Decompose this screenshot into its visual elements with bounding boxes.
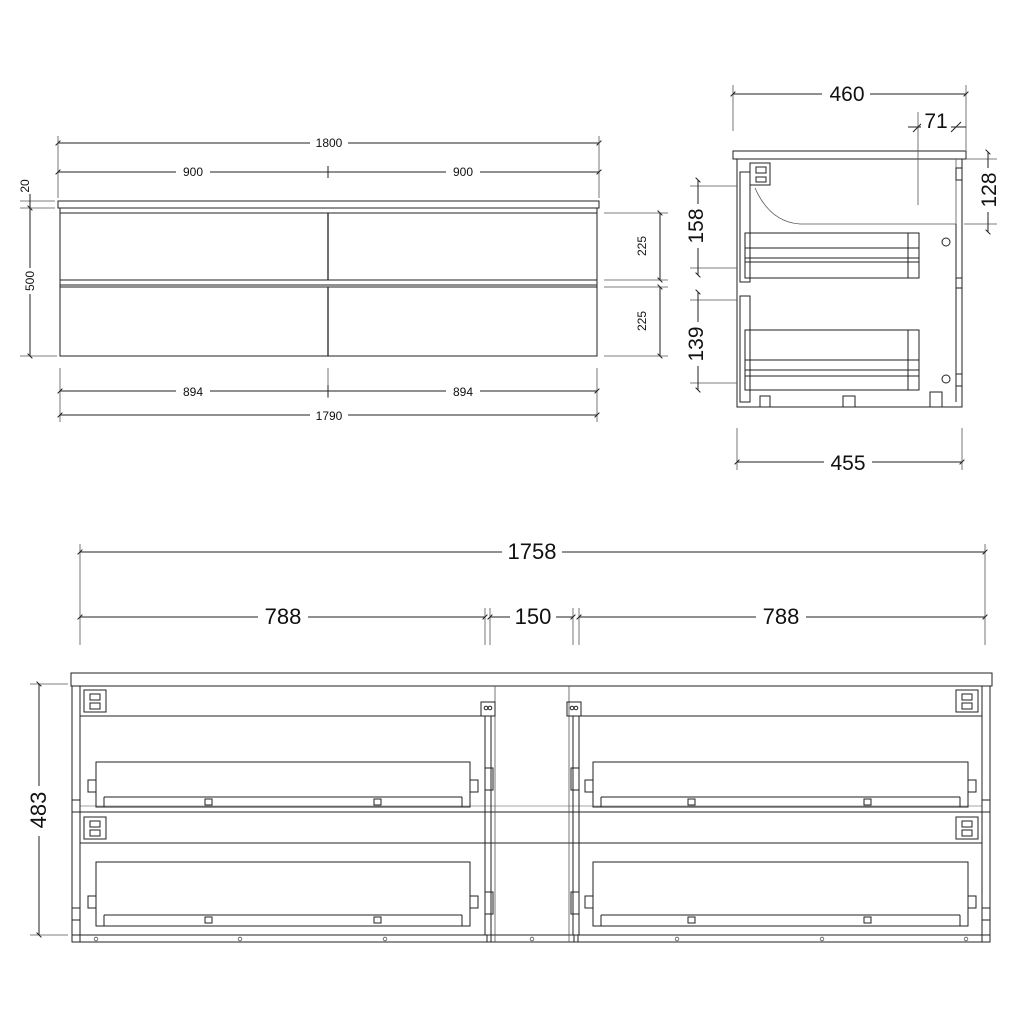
side-dim-lower-drawer: [685, 292, 737, 390]
internal-drawer-lower-right: [585, 862, 976, 926]
dim-788-right: 788: [762, 604, 800, 629]
dim-900-left: 900: [182, 165, 204, 179]
dim-483: 483: [26, 791, 51, 829]
dim-455: 455: [830, 452, 866, 475]
dim-1800: 1800: [315, 136, 343, 150]
internal-drawer-upper-right: [585, 762, 976, 807]
dim-1758: 1758: [507, 539, 557, 564]
internal-view: [26, 538, 992, 942]
side-view: [685, 80, 1001, 475]
internal-dim-height: [26, 684, 68, 935]
side-dim-upper-drawer: [685, 180, 737, 275]
side-lower-drawer: [745, 330, 919, 390]
front-cabinet: [58, 201, 599, 356]
internal-drawer-upper-left: [88, 762, 478, 807]
internal-brackets: [84, 690, 978, 839]
dim-20: 20: [18, 179, 32, 193]
dim-900-right: 900: [452, 165, 474, 179]
internal-drawer-lower-left: [88, 862, 478, 926]
dim-1790: 1790: [315, 409, 343, 423]
front-dim-height: [20, 208, 57, 356]
front-dim-top-thickness: [18, 179, 55, 215]
dim-894-left: 894: [182, 385, 204, 399]
dim-150: 150: [514, 604, 552, 629]
front-dim-top-split: [58, 163, 599, 179]
dim-788-left: 788: [264, 604, 302, 629]
dim-894-right: 894: [452, 385, 474, 399]
dim-139: 139: [685, 326, 708, 362]
dim-158: 158: [685, 208, 708, 244]
dim-460: 460: [829, 83, 865, 106]
internal-screws: [94, 935, 968, 942]
side-dim-overhang: [908, 108, 966, 205]
front-dim-drawers: [604, 213, 668, 356]
front-dim-overall-bottom: [60, 407, 597, 423]
dim-71: 71: [924, 110, 948, 133]
dim-225-upper: 225: [635, 235, 649, 257]
side-dim-bottom-depth: [737, 428, 962, 475]
internal-dim-split: [80, 603, 985, 645]
dim-225-lower: 225: [635, 310, 649, 332]
dim-500: 500: [23, 270, 37, 292]
side-upper-drawer: [745, 233, 919, 278]
dim-128: 128: [978, 172, 1001, 208]
front-view: [18, 134, 668, 423]
side-dim-top-right: [964, 152, 1001, 232]
